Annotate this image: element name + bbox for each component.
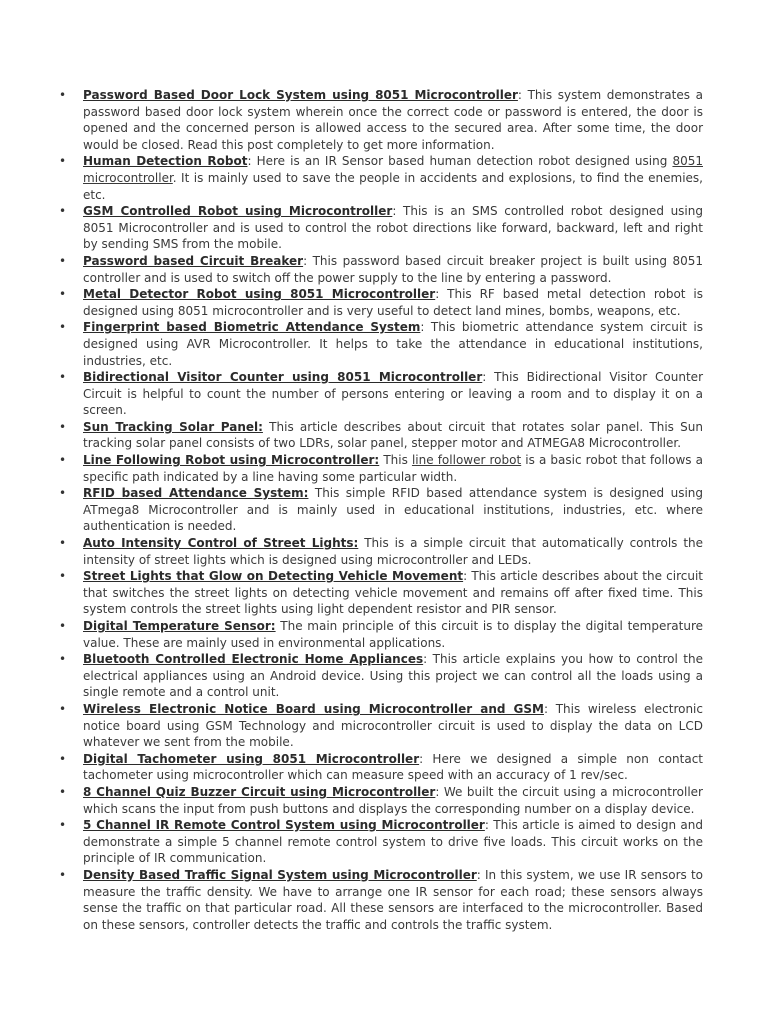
list-item bbox=[59, 701, 703, 751]
bullet-icon: • bbox=[59, 419, 67, 434]
list-item bbox=[59, 419, 703, 452]
project-title-link[interactable]: Metal Detector Robot using 8051 Microcontroller bbox=[83, 287, 436, 302]
bullet-icon: • bbox=[59, 320, 67, 335]
project-description: Here we designed a simple non contact tachometer using microcontroller which can measure speed with an accuracy of 1 rev/sec. bbox=[83, 751, 703, 783]
inline-link[interactable]: line follower robot bbox=[411, 453, 522, 468]
title-separator: : bbox=[420, 320, 425, 335]
project-description: This article explains you how to control the electrical appliances using an Android device. Using this project we can control all the loads using a single remote and a control unit. bbox=[83, 652, 704, 700]
project-title-link[interactable]: Sun Tracking Solar Panel: bbox=[83, 419, 263, 434]
title-separator: : bbox=[463, 569, 468, 584]
project-title-link[interactable]: Wireless Electronic Notice Board using Microcontroller and GSM bbox=[83, 701, 544, 716]
bullet-icon: • bbox=[59, 154, 67, 169]
bullet-icon: • bbox=[59, 88, 67, 102]
project-description: This is an SMS controlled robot designed using 8051 Microcontroller and is used to control the robot directions like forward, backward, left and right by sending SMS from the mobile. bbox=[83, 204, 703, 252]
bullet-icon: • bbox=[59, 370, 67, 385]
project-title-link[interactable]: Digital Temperature Sensor: bbox=[83, 619, 276, 633]
project-description: This article describes about circuit that rotates solar panel. This Sun tracking solar panel consists of two LDRs, solar panel, stepper motor and ATMEGA8 Microcontroller. bbox=[83, 419, 703, 451]
list-item bbox=[59, 153, 703, 203]
project-description: This system demonstrates a password based door lock system wherein once the correct code or password is entered, the door is opened and the concerned person is allowed access to the secured area. After some time, the door would be closed. Read this post completely to get more information. bbox=[83, 88, 703, 152]
project-title-link[interactable]: Digital Tachometer using 8051 Microcontroller bbox=[83, 751, 420, 766]
project-title-link[interactable]: Line Following Robot using Microcontroller: bbox=[83, 453, 380, 468]
title-separator: : bbox=[392, 204, 397, 219]
list-item bbox=[59, 452, 703, 485]
project-title-link[interactable]: 5 Channel IR Remote Control System using Microcontroller bbox=[83, 818, 485, 833]
project-title-link[interactable]: Street Lights that Glow on Detecting Vehicle Movement bbox=[83, 569, 464, 584]
project-description: This RF based metal detection robot is designed using 8051 microcontroller and is very useful to detect land mines, bombs, weapons, etc. bbox=[83, 287, 703, 318]
project-description: This is a simple circuit that automatically controls the intensity of street lights which is designed using microcontroller and LEDs. bbox=[83, 536, 704, 567]
list-item bbox=[59, 618, 703, 651]
list-item bbox=[59, 319, 703, 369]
title-separator: : bbox=[482, 370, 487, 385]
list-item bbox=[59, 535, 704, 568]
project-list bbox=[0, 87, 768, 933]
project-description: This Bidirectional Visitor Counter Circuit is helpful to count the number of persons entering or leaving a room and to display it on a screen. bbox=[83, 370, 704, 418]
project-description: This article describes about the circuit that switches the street lights on detecting vehicle movement and remains off after fixed time. This system controls the street lights using light dependent resistor and PIR sensor. bbox=[83, 569, 704, 617]
project-description: The main principle of this circuit is to display the digital temperature value. These are mainly used in environmental applications. bbox=[83, 619, 703, 650]
bullet-icon: • bbox=[59, 536, 67, 551]
project-description: Here is an IR Sensor based human detection robot designed using bbox=[251, 154, 673, 169]
project-description: This simple RFID based attendance system is designed using ATmega8 Microcontroller and is mainly used in educational institutions, industries, etc. where authentication is needed. bbox=[83, 486, 703, 534]
bullet-icon: • bbox=[59, 751, 67, 766]
project-description: This bbox=[379, 453, 412, 468]
title-separator: : bbox=[419, 751, 424, 766]
project-description: We built the circuit using a microcontroller which scans the input from push buttons and displays the corresponding number on a display device. bbox=[83, 784, 703, 816]
list-item bbox=[59, 485, 703, 535]
list-item bbox=[59, 87, 703, 153]
list-item bbox=[59, 817, 703, 867]
list-item bbox=[59, 203, 703, 253]
bullet-icon: • bbox=[59, 867, 67, 882]
bullet-icon: • bbox=[59, 818, 67, 833]
project-title-link[interactable]: Bluetooth Controlled Electronic Home Appliances bbox=[83, 652, 424, 667]
project-description: This password based circuit breaker project is built using 8051 controller and is used to switch off the power supply to the line by entering a password. bbox=[83, 253, 703, 285]
list-item bbox=[59, 369, 704, 419]
list-item bbox=[59, 751, 703, 784]
title-separator: : bbox=[484, 818, 489, 833]
bullet-icon: • bbox=[59, 253, 67, 268]
list-item bbox=[59, 651, 704, 701]
list-item bbox=[59, 867, 703, 933]
project-title-link[interactable]: Bidirectional Visitor Counter using 8051 Microcontroller bbox=[83, 370, 483, 385]
project-title-link[interactable]: Password based Circuit Breaker bbox=[83, 253, 304, 268]
project-title-link[interactable]: Density Based Traffic Signal System using Microcontroller bbox=[83, 867, 477, 882]
list-item bbox=[59, 253, 703, 286]
project-description: In this system, we use IR sensors to measure the traffic density. We have to arrange one IR sensor for each road; these sensors always sense the traffic on that particular road. All these sensors are interfaced to the microcontroller. Based on these sensors, controller detects the traffic and controls the traffic system. bbox=[83, 867, 703, 932]
title-separator: : bbox=[435, 784, 440, 799]
project-description-tail: . It is mainly used to save the people in accidents and explosions, to find the enemies, etc. bbox=[83, 170, 703, 202]
project-description: This wireless electronic notice board using GSM Technology and microcontroller circuit is used to display the data on LCD whatever we sent from the mobile. bbox=[83, 701, 703, 750]
project-title-link[interactable]: Password Based Door Lock System using 8051 Microcontroller bbox=[83, 88, 518, 102]
bullet-icon: • bbox=[59, 453, 67, 468]
title-separator: : bbox=[423, 652, 428, 667]
bullet-icon: • bbox=[59, 619, 67, 633]
project-title-link[interactable]: Fingerprint based Biometric Attendance System bbox=[83, 320, 421, 335]
title-separator: : bbox=[435, 287, 440, 302]
project-title-link[interactable]: Human Detection Robot bbox=[83, 154, 248, 169]
project-title-link[interactable]: GSM Controlled Robot using Microcontroller bbox=[83, 204, 393, 219]
bullet-icon: • bbox=[59, 652, 67, 667]
project-title-link[interactable]: Auto Intensity Control of Street Lights: bbox=[83, 536, 359, 551]
project-description-tail: is a basic robot that follows a specific path indicated by a line having some particular width. bbox=[83, 453, 703, 484]
inline-link[interactable]: 8051 microcontroller bbox=[83, 154, 703, 185]
bullet-icon: • bbox=[59, 486, 67, 501]
bullet-icon: • bbox=[59, 569, 67, 584]
title-separator: : bbox=[543, 701, 549, 716]
list-item bbox=[59, 784, 703, 817]
title-separator: : bbox=[247, 154, 252, 169]
title-separator: : bbox=[517, 88, 522, 102]
project-title-link[interactable]: RFID based Attendance System: bbox=[83, 486, 309, 501]
list-item bbox=[59, 286, 703, 319]
bullet-icon: • bbox=[59, 784, 67, 799]
bullet-icon: • bbox=[59, 287, 67, 302]
project-title-link[interactable]: 8 Channel Quiz Buzzer Circuit using Microcontroller bbox=[83, 784, 436, 799]
bullet-icon: • bbox=[59, 701, 67, 716]
title-separator: : bbox=[476, 867, 481, 882]
bullet-icon: • bbox=[59, 204, 67, 219]
title-separator: : bbox=[303, 253, 308, 268]
project-description: This biometric attendance system circuit is designed using AVR Microcontroller. It helps to take the attendance in educational institutions, industries, etc. bbox=[83, 320, 703, 368]
list-item bbox=[59, 568, 704, 618]
project-description: This article is aimed to design and demonstrate a simple 5 channel remote control system to drive five loads. This circuit works on the principle of IR communication. bbox=[83, 818, 703, 866]
